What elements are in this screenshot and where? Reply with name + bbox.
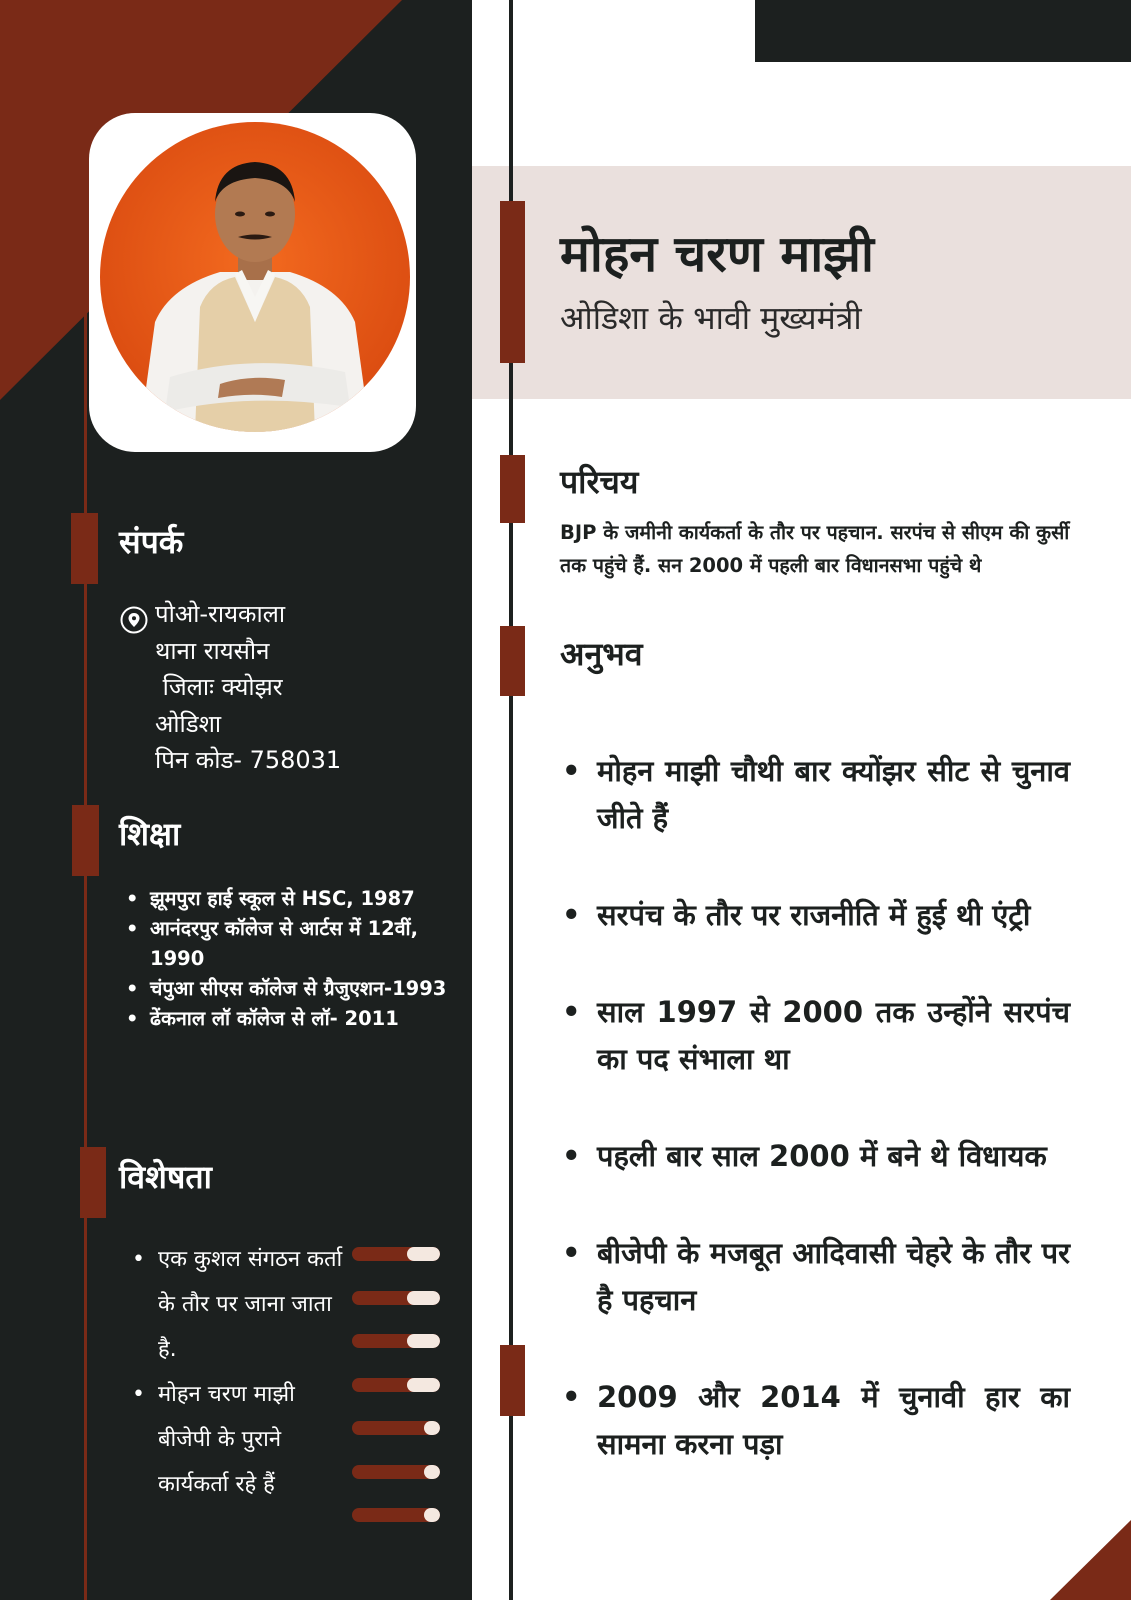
education-accent-bar (72, 805, 99, 876)
experience-title: अनुभव (560, 635, 643, 673)
location-pin-icon (120, 606, 148, 634)
experience-side-accent (500, 1345, 525, 1416)
list-item: • साल 1997 से 2000 तक उन्होंने सरपंच का पद संभाला था (562, 989, 1070, 1083)
features-accent-bar (80, 1147, 106, 1218)
address-line: थाना रायसौन (155, 636, 270, 665)
contact-accent-bar (71, 513, 98, 584)
skill-bar-remaining (424, 1508, 440, 1522)
skill-bar-remaining (407, 1378, 440, 1392)
bottom-right-corner-accent (1050, 1520, 1131, 1600)
profile-photo (100, 122, 410, 432)
features-title: विशेषता (119, 1158, 212, 1196)
skill-bar (352, 1465, 440, 1479)
address-line: जिलाः क्योझर (155, 673, 283, 701)
skill-bar (352, 1334, 440, 1348)
features-list (132, 1237, 352, 1507)
intro-title: परिचय (560, 463, 639, 501)
list-item: • 2009 और 2014 में चुनावी हार का सामना करना पड़ा (562, 1374, 1070, 1468)
skill-bar-remaining (407, 1247, 440, 1261)
list-item: • एक कुशल संगठन कर्ता के तौर पर जाना जाता है. (132, 1237, 352, 1372)
top-right-decor-bar (755, 0, 1131, 62)
list-item: • आनंदरपुर कॉलेज से आर्टस में 12वीं, 1990 (124, 914, 464, 974)
skill-bar (352, 1291, 440, 1305)
education-title: शिक्षा (119, 815, 181, 853)
experience-accent-bar (500, 626, 525, 696)
list-item: • झूमपुरा हाई स्कूल से HSC, 1987 (124, 884, 464, 914)
sidebar-vertical-line (84, 0, 87, 1600)
list-item: • ढेंकनाल लॉ कॉलेज से लॉ- 2011 (124, 1004, 464, 1034)
skill-bar (352, 1247, 440, 1261)
skill-bar (352, 1378, 440, 1392)
list-item: • मोहन माझी चौथी बार क्योंझर सीट से चुनाव जीते हैं (562, 748, 1070, 842)
address-line: पोओ-रायकाला (155, 600, 286, 628)
contact-title: संपर्क (119, 523, 184, 561)
education-list (124, 884, 464, 1034)
person-subtitle: ओडिशा के भावी मुख्यमंत्री (560, 299, 862, 337)
list-item: • बीजेपी के मजबूत आदिवासी चेहरे के तौर पर है पहचान (562, 1230, 1070, 1324)
address-line: पिन कोड- 758031 (155, 746, 342, 774)
skill-bar-remaining (407, 1334, 440, 1348)
intro-text: BJP के जमीनी कार्यकर्ता के तौर पर पहचान. सरपंच से सीएम की कुर्सी तक पहुंचे हैं. सन 2000 में पहली बार विधानसभा पहुंचे थे (560, 521, 1070, 577)
intro-accent-bar (500, 455, 525, 523)
list-item: • पहली बार साल 2000 में बने थे विधायक (562, 1133, 1070, 1180)
address-line: ओडिशा (155, 709, 222, 738)
person-name: मोहन चरण माझी (560, 225, 874, 283)
contact-address (155, 596, 341, 779)
skill-bar (352, 1508, 440, 1522)
skill-bar (352, 1421, 440, 1435)
name-accent-bar (500, 201, 525, 363)
experience-list (562, 748, 1070, 1518)
list-item: • मोहन चरण माझी बीजेपी के पुराने कार्यकर्ता रहे हैं (132, 1372, 352, 1507)
skill-bar-remaining (407, 1291, 440, 1305)
skill-bar-remaining (424, 1465, 440, 1479)
list-item: • चंपुआ सीएस कॉलेज से ग्रैजुएशन-1993 (124, 974, 464, 1004)
list-item: • सरपंच के तौर पर राजनीति में हुई थी एंट्री (562, 892, 1070, 939)
skill-bar-remaining (424, 1421, 440, 1435)
